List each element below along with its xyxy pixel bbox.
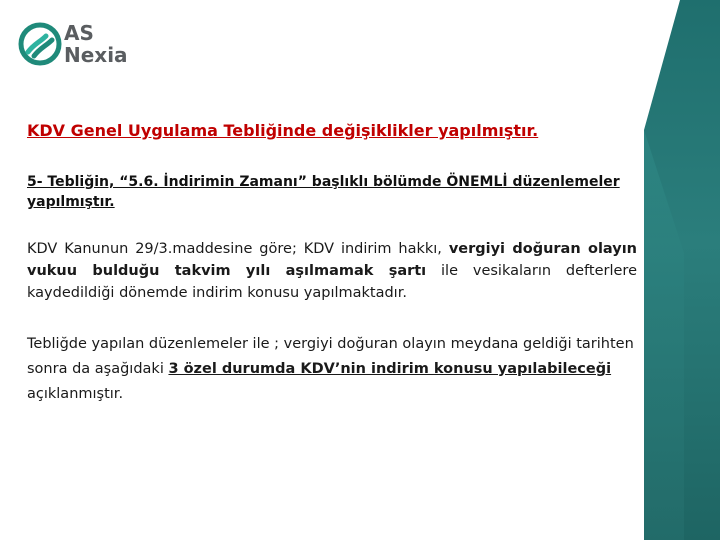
paragraph-ozel-durumlar	[27, 332, 637, 407]
logo-line-as: AS	[64, 21, 94, 45]
p1-bold: vergiyi doğuran olayın vukuu bulduğu takvim yılı aşılmamak şartı	[27, 241, 637, 279]
band-facet-lower	[644, 130, 684, 540]
logo-wordmark	[64, 22, 128, 66]
logo-mark-icon	[18, 22, 62, 66]
band-facet-top	[644, 0, 680, 130]
p1-text-1: KDV Kanunun 29/3.maddesine göre; KDV indirim hakkı,	[27, 241, 449, 257]
slide-subheading: 5- Tebliğin, “5.6. İndirimin Zamanı” başlıklı bölümde ÖNEMLİ düzenlemeler yapılmıştır.	[27, 174, 620, 210]
company-logo	[18, 22, 138, 72]
decorative-side-band	[644, 0, 720, 540]
logo-line-nexia: Nexia	[64, 43, 128, 67]
p2-bold-underlined: 3 özel durumda KDV’nin indirim konusu yapılabileceği	[168, 361, 612, 377]
p2-text-1: Tebliğde yapılan düzenlemeler ile ; vergiyi doğuran olayın meydana geldiği tarihten sonra da aşağıdaki	[27, 336, 634, 377]
slide-body	[27, 120, 637, 407]
p1-text-2: ile vesikaların defterlere kaydedildiği dönemde indirim konusu yapılmaktadır.	[27, 263, 637, 301]
p2-text-2: açıklanmıştır.	[27, 386, 124, 402]
paragraph-indirim-hakki	[27, 238, 637, 304]
slide-heading: KDV Genel Uygulama Tebliğinde değişiklikler yapılmıştır.	[27, 121, 539, 140]
